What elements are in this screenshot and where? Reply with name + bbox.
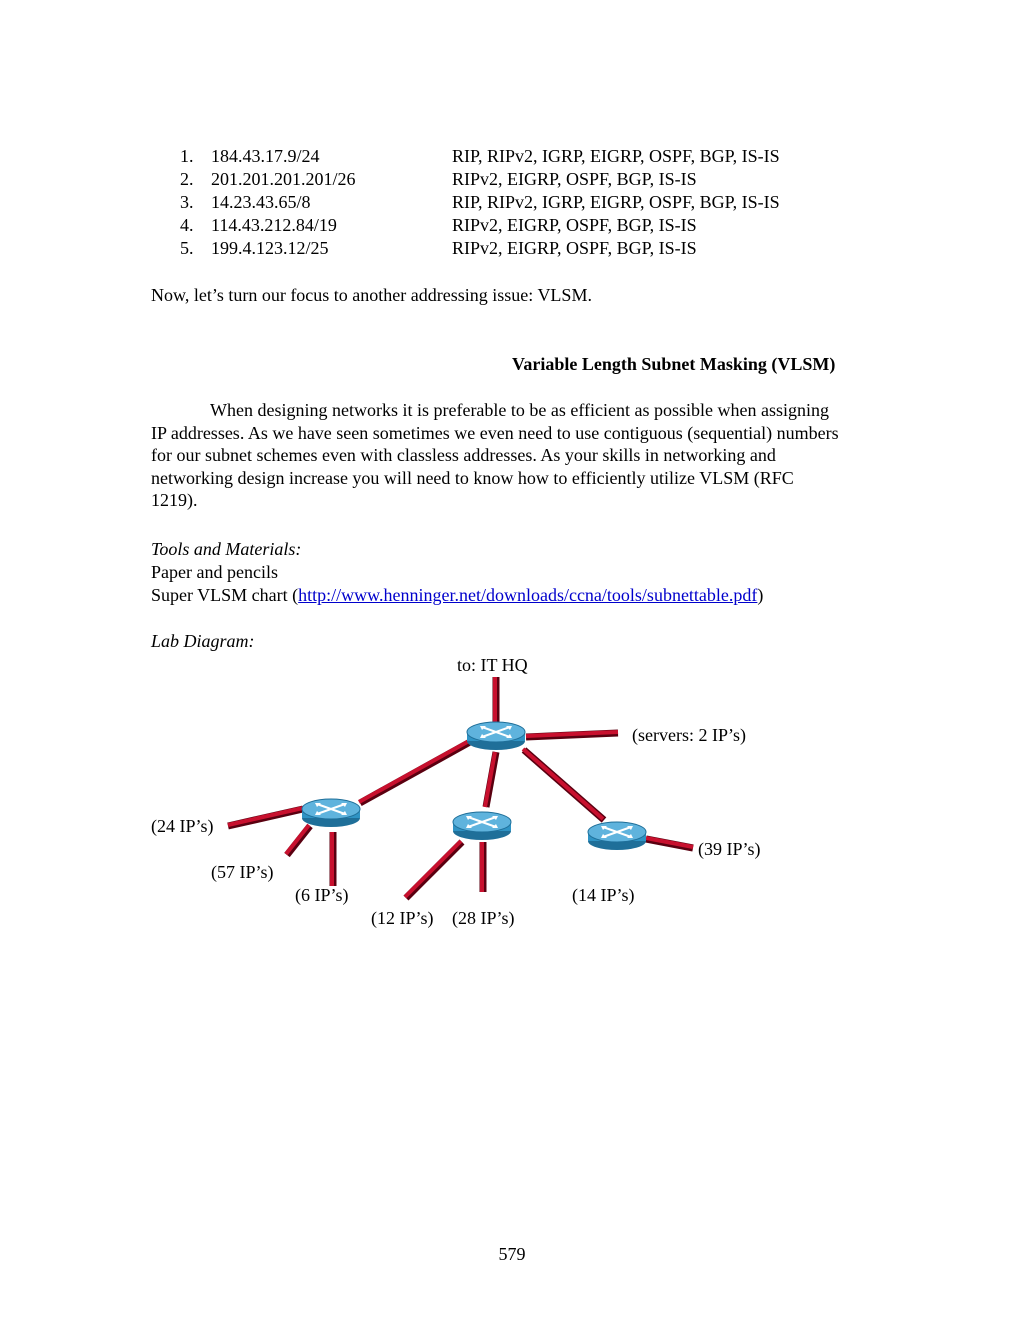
ip-address: 14.23.43.65/8 bbox=[211, 192, 311, 212]
list-number: 5. bbox=[180, 238, 194, 258]
label-28-ips: (28 IP’s) bbox=[452, 908, 515, 928]
right-router-icon bbox=[588, 822, 646, 850]
ip-address: 114.43.212.84/19 bbox=[211, 215, 337, 235]
protocols: RIPv2, EIGRP, OSPF, BGP, IS-IS bbox=[452, 238, 697, 258]
transition-text: Now, let’s turn our focus to another addressing issue: VLSM. bbox=[151, 285, 592, 305]
chart-prefix: Super VLSM chart ( bbox=[151, 585, 299, 605]
core-router-icon bbox=[467, 722, 525, 750]
protocols: RIP, RIPv2, IGRP, EIGRP, OSPF, BGP, IS-IS bbox=[452, 146, 780, 166]
protocols: RIPv2, EIGRP, OSPF, BGP, IS-IS bbox=[452, 215, 697, 235]
link-lines bbox=[228, 677, 693, 898]
page-number: 579 bbox=[498, 1244, 526, 1264]
protocols: RIPv2, EIGRP, OSPF, BGP, IS-IS bbox=[452, 169, 697, 189]
list-number: 2. bbox=[180, 169, 194, 189]
section-heading: Variable Length Subnet Masking (VLSM) bbox=[512, 354, 836, 374]
label-it-hq: to: IT HQ bbox=[457, 655, 528, 675]
ip-address: 184.43.17.9/24 bbox=[211, 146, 320, 166]
list-number: 1. bbox=[180, 146, 194, 166]
label-6-ips: (6 IP’s) bbox=[295, 885, 349, 905]
subnet-table-link[interactable]: http://www.henninger.net/downloads/ccna/tools/subnettable.pdf bbox=[298, 585, 758, 605]
tools-heading: Tools and Materials: bbox=[151, 539, 302, 559]
ip-address: 201.201.201.201/26 bbox=[211, 169, 356, 189]
list-number: 4. bbox=[180, 215, 194, 235]
link-lines-highlight bbox=[228, 677, 693, 897]
label-24-ips: (24 IP’s) bbox=[151, 816, 214, 836]
label-servers: (servers: 2 IP’s) bbox=[632, 725, 746, 745]
lab-diagram-heading: Lab Diagram: bbox=[151, 631, 255, 651]
middle-router-icon bbox=[453, 812, 511, 840]
label-57-ips: (57 IP’s) bbox=[211, 862, 274, 882]
list-number: 3. bbox=[180, 192, 194, 212]
left-router-icon bbox=[302, 799, 360, 827]
intro-paragraph-text: When designing networks it is preferable to be as efficient as possible when assigning IP addresses. As we have seen sometimes we even need to use contiguous (sequential) numbers for our subnet schemes even with classless addresses. As your skills in networking and networking design increase you will need to know how to efficiently utilize VLSM (RFC 1219). bbox=[151, 400, 839, 510]
ip-address: 199.4.123.12/25 bbox=[211, 238, 329, 258]
chart-suffix: ) bbox=[757, 585, 764, 605]
label-12-ips: (12 IP’s) bbox=[371, 908, 434, 928]
label-39-ips: (39 IP’s) bbox=[698, 839, 761, 859]
tools-item-paper: Paper and pencils bbox=[151, 562, 278, 582]
label-14-ips: (14 IP’s) bbox=[572, 885, 635, 905]
protocols: RIP, RIPv2, IGRP, EIGRP, OSPF, BGP, IS-IS bbox=[452, 192, 780, 212]
